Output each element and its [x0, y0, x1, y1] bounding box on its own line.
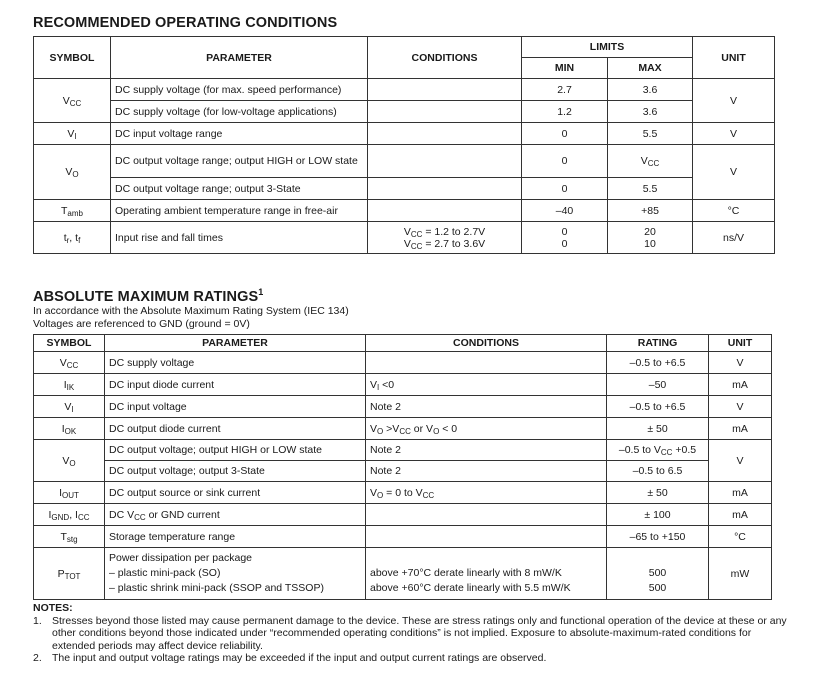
min-cell: 0: [522, 145, 608, 178]
rating-cell: ± 100: [607, 504, 709, 526]
parameter-cell: DC output voltage range; output HIGH or LOW state: [111, 145, 368, 178]
symbol-cell: $V_O$: [34, 145, 111, 200]
unit-cell: mA: [709, 504, 772, 526]
table-row: [34, 178, 775, 200]
table-row: [34, 396, 772, 418]
parameter-cell: DC output voltage; output HIGH or LOW state: [105, 440, 366, 461]
unit-cell: mA: [709, 482, 772, 504]
unit-cell: V: [709, 396, 772, 418]
unit-cell: mW: [709, 548, 772, 600]
notes-heading: NOTES:: [33, 602, 73, 614]
conditions-cell: [366, 504, 607, 526]
col-symbol: SYMBOL: [34, 335, 105, 352]
table-row: [34, 352, 772, 374]
col-parameter: PARAMETER: [105, 335, 366, 352]
max-cell: 3.6: [608, 79, 693, 101]
unit-cell: V: [693, 79, 775, 123]
conditions-cell: [368, 200, 522, 222]
conditions-cell: [368, 145, 522, 178]
col-unit: UNIT: [709, 335, 772, 352]
symbol-cell: $I_{OK}$: [34, 418, 105, 440]
recommended-table: [33, 36, 775, 254]
parameter-cell: Power dissipation per package – plastic mini-pack (SO) – plastic shrink mini-pack (SSOP and TSSOP): [105, 548, 366, 600]
min-cell: –40: [522, 200, 608, 222]
col-limits: LIMITS: [522, 37, 693, 58]
conditions-cell: $V_O = 0$ to $V_{CC}$: [366, 482, 607, 504]
table-row: [34, 504, 772, 526]
symbol-cell: $t_r$, $t_f$: [34, 222, 111, 254]
max-cell: 3.6: [608, 101, 693, 123]
conditions-cell: Note 2: [366, 440, 607, 461]
table-row: [34, 526, 772, 548]
parameter-cell: DC output voltage; output 3-State: [105, 461, 366, 482]
conditions-cell: above +70°C derate linearly with 8 mW/K above +60°C derate linearly with 5.5 mW/K: [366, 548, 607, 600]
symbol-cell: $I_{GND}$, $I_{CC}$: [34, 504, 105, 526]
col-symbol: SYMBOL: [34, 37, 111, 79]
max-cell: 5.5: [608, 123, 693, 145]
rating-cell: ± 50: [607, 418, 709, 440]
table-row: [34, 222, 775, 254]
parameter-cell: Storage temperature range: [105, 526, 366, 548]
parameter-cell: DC supply voltage (for low-voltage applications): [111, 101, 368, 123]
conditions-cell: $V_{CC} = 1.2$ to 2.7V $V_{CC} = 2.7$ to 3.6V: [368, 222, 522, 254]
parameter-cell: DC supply voltage (for max. speed performance): [111, 79, 368, 101]
table-row: [34, 461, 772, 482]
parameter-cell: DC output source or sink current: [105, 482, 366, 504]
unit-cell: °C: [709, 526, 772, 548]
conditions-cell: [368, 178, 522, 200]
absolute-subtitle-2: Voltages are referenced to GND (ground = 0V): [33, 318, 250, 330]
col-parameter: PARAMETER: [111, 37, 368, 79]
conditions-cell: [366, 526, 607, 548]
parameter-cell: DC supply voltage: [105, 352, 366, 374]
parameter-cell: DC $V_{CC}$ or GND current: [105, 504, 366, 526]
symbol-cell: $V_{CC}$: [34, 79, 111, 123]
unit-cell: ns/V: [693, 222, 775, 254]
absolute-subtitle-1: In accordance with the Absolute Maximum Rating System (IEC 134): [33, 305, 349, 317]
conditions-cell: [368, 101, 522, 123]
min-cell: 1.2: [522, 101, 608, 123]
table-row: [34, 200, 775, 222]
symbol-cell: $T_{amb}$: [34, 200, 111, 222]
min-cell: 0 0: [522, 222, 608, 254]
symbol-cell: $V_{CC}$: [34, 352, 105, 374]
symbol-cell: $V_I$: [34, 396, 105, 418]
col-unit: UNIT: [693, 37, 775, 79]
conditions-cell: $V_O >V_{CC}$ or $V_O < 0$: [366, 418, 607, 440]
parameter-cell: DC input voltage: [105, 396, 366, 418]
symbol-cell: $P_{TOT}$: [34, 548, 105, 600]
col-conditions: CONDITIONS: [368, 37, 522, 79]
conditions-cell: Note 2: [366, 396, 607, 418]
rating-cell: 500 500: [607, 548, 709, 600]
min-cell: 0: [522, 178, 608, 200]
table-row: [34, 418, 772, 440]
table-row: [34, 145, 775, 178]
table-row: [34, 123, 775, 145]
unit-cell: mA: [709, 374, 772, 396]
unit-cell: mA: [709, 418, 772, 440]
rating-cell: –50: [607, 374, 709, 396]
rating-cell: –0.5 to +6.5: [607, 396, 709, 418]
col-min: MIN: [522, 58, 608, 79]
min-cell: 2.7: [522, 79, 608, 101]
unit-cell: °C: [693, 200, 775, 222]
parameter-cell: DC input diode current: [105, 374, 366, 396]
parameter-cell: DC output diode current: [105, 418, 366, 440]
parameter-cell: DC input voltage range: [111, 123, 368, 145]
rating-cell: –0.5 to +6.5: [607, 352, 709, 374]
col-max: MAX: [608, 58, 693, 79]
col-rating: RATING: [607, 335, 709, 352]
unit-cell: V: [709, 440, 772, 482]
unit-cell: V: [709, 352, 772, 374]
conditions-cell: [368, 123, 522, 145]
rating-cell: –0.5 to $V_{CC} +0.5$: [607, 440, 709, 461]
max-cell: 5.5: [608, 178, 693, 200]
conditions-cell: [368, 79, 522, 101]
max-cell: 20 10: [608, 222, 693, 254]
parameter-cell: Operating ambient temperature range in free-air: [111, 200, 368, 222]
symbol-cell: $I_{OUT}$: [34, 482, 105, 504]
recommended-title: RECOMMENDED OPERATING CONDITIONS: [33, 15, 338, 31]
rating-cell: –0.5 to 6.5: [607, 461, 709, 482]
col-conditions: CONDITIONS: [366, 335, 607, 352]
table-row: [34, 440, 772, 461]
parameter-cell: DC output voltage range; output 3-State: [111, 178, 368, 200]
symbol-cell: $V_I$: [34, 123, 111, 145]
note-2: 2. The input and output voltage ratings may be exceeded if the input and output current ratings are observed.: [33, 652, 547, 664]
note-1: 1. Stresses beyond those listed may cause permanent damage to the device. These are stress ratings only and functional operation of the device at these or any other conditions beyond those indicated under “recommended operating conditions” is not implied. Exposure to absolute-maximum-rated conditions for extended periods may affect device reliability.: [33, 614, 787, 652]
max-cell: +85: [608, 200, 693, 222]
absolute-table: [33, 334, 772, 600]
table-row: [34, 79, 775, 101]
notes: [33, 602, 793, 665]
table-row: [34, 548, 772, 600]
parameter-cell: Input rise and fall times: [111, 222, 368, 254]
rating-cell: –65 to +150: [607, 526, 709, 548]
conditions-cell: Note 2: [366, 461, 607, 482]
table-row: [34, 374, 772, 396]
table-row: [34, 101, 775, 123]
symbol-cell: $T_{stg}$: [34, 526, 105, 548]
symbol-cell: $V_O$: [34, 440, 105, 482]
unit-cell: V: [693, 145, 775, 200]
table-row: [34, 482, 772, 504]
symbol-cell: $I_{IK}$: [34, 374, 105, 396]
min-cell: 0: [522, 123, 608, 145]
max-cell: $V_{CC}$: [608, 145, 693, 178]
conditions-cell: $V_I <0$: [366, 374, 607, 396]
rating-cell: ± 50: [607, 482, 709, 504]
absolute-title: ABSOLUTE MAXIMUM RATINGS$^1$: [33, 287, 264, 305]
conditions-cell: [366, 352, 607, 374]
unit-cell: V: [693, 123, 775, 145]
